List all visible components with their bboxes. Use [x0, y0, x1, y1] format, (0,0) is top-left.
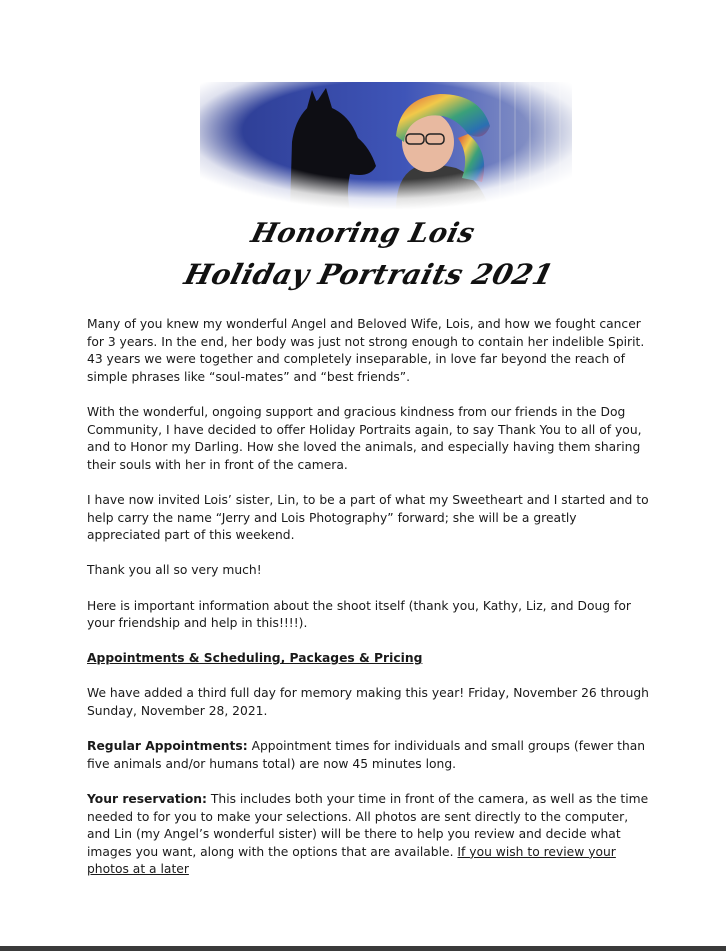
- regular-appointments-text: Appointment times for individuals and small groups (fewer than five animals and/or humans total) are now 45 minutes long.: [87, 739, 646, 771]
- paragraph-lin: I have now invited Lois’ sister, Lin, to be a part of what my Sweetheart and I started and to help carry the name “Jerry and Lois Photography” forward; she will be a greatly appreciated part of this weekend.: [87, 492, 649, 543]
- paragraph-intro: Many of you knew my wonderful Angel and Beloved Wife, Lois, and how we fought cancer for 3 years. In the end, her body was just not strong enough to contain her indelible Spirit. 43 years we were together and completely inseparable, in love far beyond the reach of simple phrases like “soul-mates” and “best friends”.: [87, 317, 645, 384]
- title-line-2: Holiday Portraits 2021: [181, 258, 557, 291]
- title-line-1: Honoring Lois: [247, 218, 479, 249]
- paragraph-reservation: [87, 791, 652, 879]
- reservation-underlined-text: If you wish to review your photos at a later: [87, 844, 616, 877]
- regular-appointments-label: Regular Appointments:: [87, 739, 248, 754]
- header-photo: [200, 82, 572, 210]
- paragraph-dates: We have added a third full day for memory making this year! Friday, November 26 through Sunday, November 28, 2021.: [87, 686, 649, 719]
- reservation-text: This includes both your time in front of the camera, as well as the time needed to for you to make your selections. All photos are sent directly to the computer, and Lin (my Angel’s wonderful sister) will be there to help you review and decide what images you want, along with the options that are available.: [87, 792, 649, 859]
- body-text: [87, 316, 652, 897]
- portrait-photo-image: [200, 82, 572, 210]
- page-bottom-border: [0, 946, 726, 951]
- paragraph-support: With the wonderful, ongoing support and gracious kindness from our friends in the Dog Community, I have decided to offer Holiday Portraits again, to say Thank You to all of you, and to Honor my Darling. How she loved the animals, and especially having them sharing their souls with her in front of the camera.: [87, 404, 642, 472]
- reservation-label: Your reservation:: [87, 792, 207, 807]
- paragraph-info: Here is important information about the shoot itself (thank you, Kathy, Liz, and Doug for your friendship and help in this!!!!).: [87, 598, 631, 631]
- paragraph-thanks: Thank you all so very much!: [87, 563, 262, 578]
- paragraph-regular-appointments: [87, 738, 652, 773]
- section-heading: Appointments & Scheduling, Packages & Pricing: [87, 651, 423, 666]
